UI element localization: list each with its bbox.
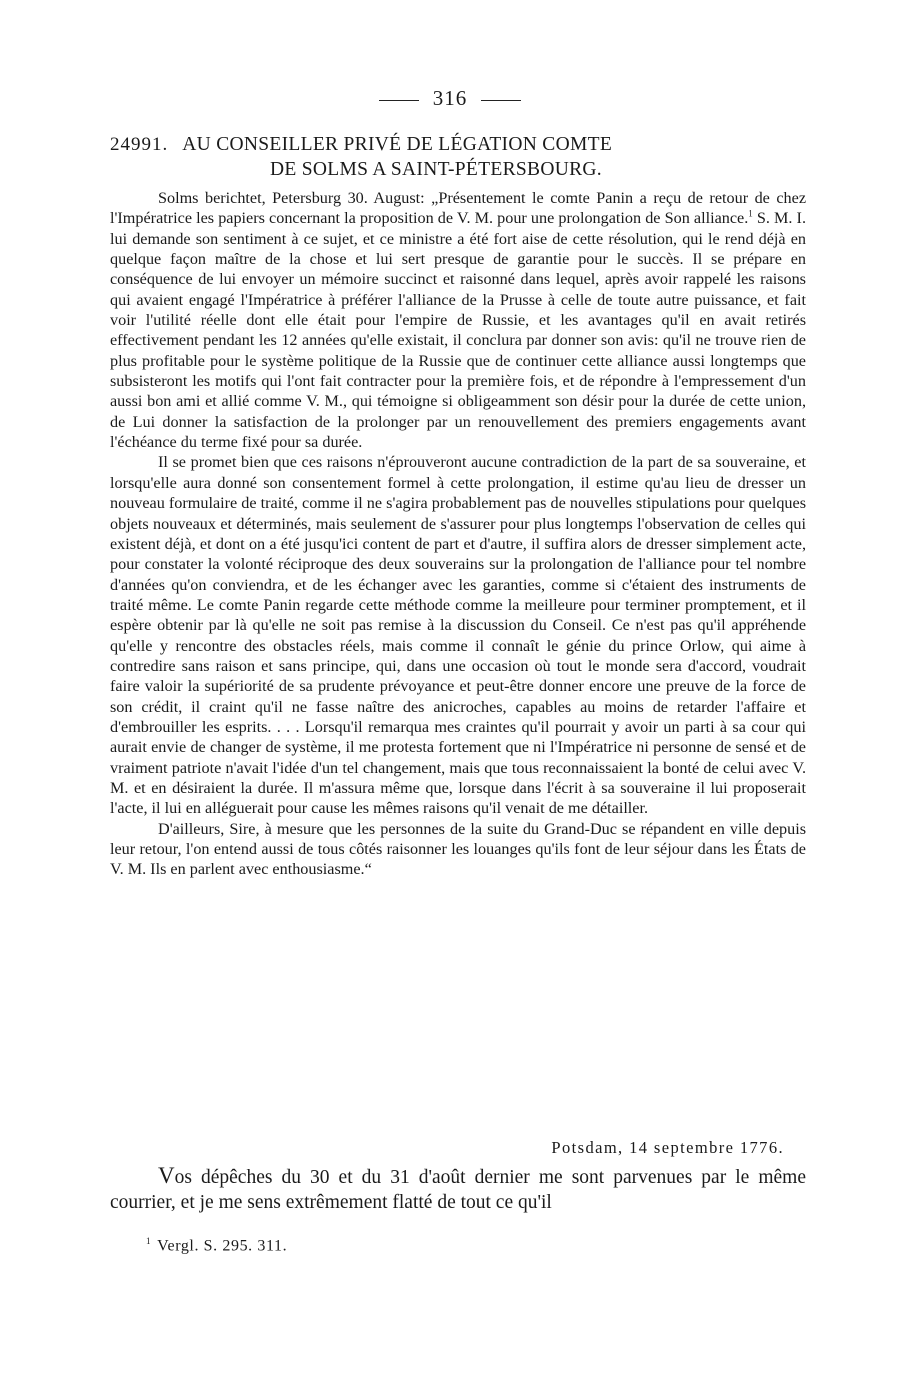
paragraph-1-start: Solms berichtet, Petersburg 30. August: „Présentement le comte Panin a reçu de retour de chez l'Impératrice les papiers concernant la proposition de V. M. pour une prolongation de Son alliance. <box>110 189 806 228</box>
letter-text: os dépêches du 30 et du 31 d'août dernier me sont parvenues par le même courrier, et je me sens extrêmement flatté de tout ce qu'il <box>110 1167 806 1213</box>
right-rule <box>481 100 521 101</box>
letter-body <box>110 1164 806 1215</box>
heading-title-1: AU CONSEILLER PRIVÉ DE LÉGATION COMTE <box>182 134 613 155</box>
document-heading <box>110 132 790 182</box>
footnote-reference: 1 <box>748 208 753 219</box>
footnote-text: Vergl. S. 295. 311. <box>157 1237 288 1255</box>
letter-paragraph <box>110 1164 806 1215</box>
report-paragraph-3: D'ailleurs, Sire, à mesure que les personnes de la suite du Grand-Duc se répandent en ville depuis leur retour, l'on entend aussi de tous côtés raisonner les louanges qu'ils font de leur séjour dans les États de V. M. Ils en parlent avec enthousiasme.“ <box>110 819 806 879</box>
heading-line-2: DE SOLMS A SAINT-PÉTERSBOURG. <box>270 159 602 180</box>
letter-initial: V <box>158 1163 175 1188</box>
footnote <box>146 1236 746 1255</box>
paragraph-1-rest: S. M. I. lui demande son sentiment à ce sujet, et ce ministre a été fort aise de cette résolution, qui le rend déjà en quelque façon maître de la chose et lui sert presque de garantie pour le succès. Il se prépare en conséquence de lui envoyer un mémoire succinct et raisonné dans lequel, après avoir rappelé les raisons qui avaient engagé l'Impératrice à préférer l'alliance de la Prusse à celle de toute autre puissance, et fait voir l'utilité réelle dont elle était pour l'empire de Russie, et les avantages qu'il en avait retirés effectivement pendant les 12 années qu'elle existait, il conclura par donner son avis: qu'il ne trouve rien de plus profitable pour le système politique de la Russie que de continuer cette alliance aussi longtemps que subsisteront les motifs qui l'ont fait contracter pour la première fois, et de répondre à l'empressement d'un aussi bon ami et allié comme V. M., qui témoigne si obligeamment son désir pour la durée de cette union, de Lui donner la satisfaction de la prolonger par un renouvellement des premiers engagements avant l'échéance du terme fixé pour sa durée. <box>110 209 806 452</box>
page-number-text: 316 <box>432 86 468 110</box>
left-rule <box>379 100 419 101</box>
report-paragraph-2: Il se promet bien que ces raisons n'éprouveront aucune contradiction de la part de sa souveraine, et lorsqu'elle aura donné son consentement formel à cette prolongation, il estime qu'au lieu de dresser un nouveau formulaire de traité, comme il ne s'agira probablement pas de nouvelles stipulations pour quelques objets nouveaux et déterminés, mais seulement de s'assurer pour plus longtemps l'observation de celles qui existent déjà, et dont on a été jusqu'ici content de part et d'autre, il suffira alors de dresser simplement acte, pour constater la volonté réciproque des deux souverains sur la prolongation de l'alliance pour tel nombre d'années qu'on conviendra, et de les échanger avec les garanties, comme si c'étaient des instruments de traité même. Le comte Panin regarde cette méthode comme la meilleure pour terminer promptement, et il espère obtenir par là qu'elle ne soit pas remise à la discussion du Conseil. Ce n'est pas qu'il appréhende qu'elle y rencontre des obstacles réels, mais comme il connaît le génie du prince Orlow, qui aime à contredire sans raison et sans principe, qui, dans une occasion où tout le monde sera d'accord, voudrait faire valoir la supériorité de sa prudente prévoyance et peut-être donner encore une preuve de la force de son crédit, il craint qu'il ne fasse naître des anicroches, capables au moins de retarder l'affaire et d'embrouiller les esprits. . . . Lorsqu'il remarqua mes craintes qu'il pourrait y avoir un parti à sa cour qui aurait envie de changer de système, il me protesta fortement que ni l'Impératrice ni personne de sensé et de vraiment patriote n'avait l'idée d'un tel changement, mais que tous reconnaissaient la bonté de celui avec V. M. et en désiraient la durée. Il m'assura même que, lorsque dans l'écrit à sa souveraine il lui proposerait l'acte, il lui en alléguerait pour cause les mêmes raisons qu'il venait de me détailler. <box>110 453 806 818</box>
report-paragraph-1 <box>110 188 806 452</box>
page-number <box>0 86 900 111</box>
footnote-mark: 1 <box>146 1236 152 1246</box>
document-number: 24991. <box>110 134 169 155</box>
place-date-line: Potsdam, 14 septembre 1776. <box>551 1138 784 1157</box>
report-body <box>110 188 806 880</box>
heading-line-1 <box>110 132 790 157</box>
